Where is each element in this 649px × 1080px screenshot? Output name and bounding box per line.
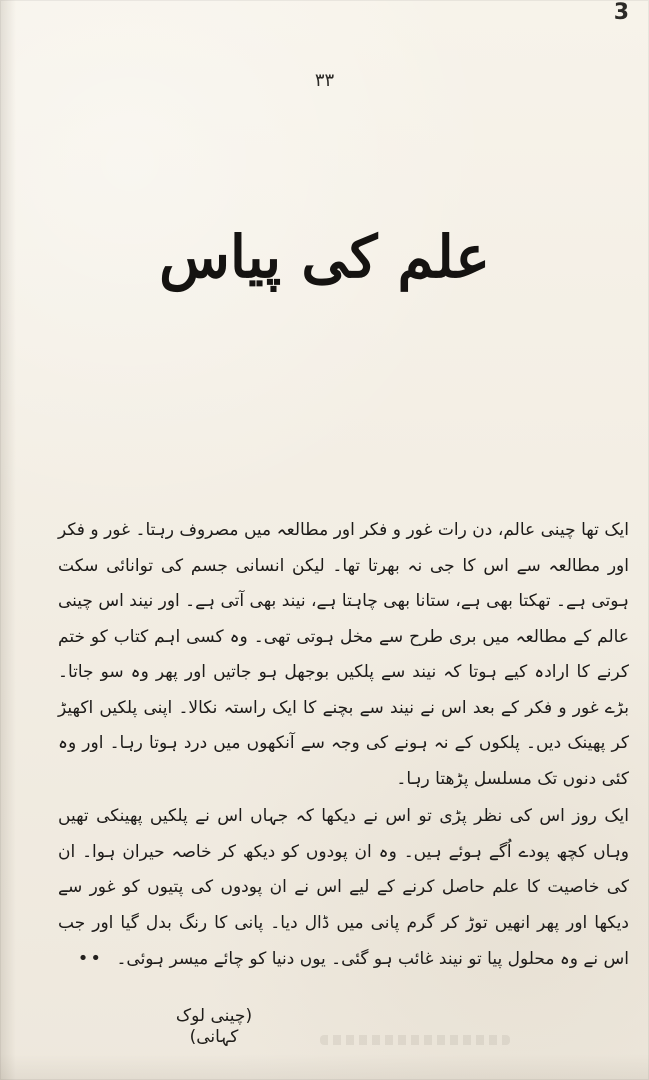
page-number: ۳۳ bbox=[314, 70, 335, 91]
page-title: علم کی پیاس bbox=[159, 223, 490, 291]
paragraph-2 bbox=[58, 799, 629, 978]
paragraph-1 bbox=[58, 513, 629, 797]
paragraph-1-text: ایک تھا چینی عالم، دن رات غور و فکر اور مطالعہ میں مصروف رہتا۔ غور و فکر اور مطالعہ سے اس کا جی نہ بھرتا تھا۔ لیکن انسانی جسم کی توانائی سکت ہوتی ہے۔ تھکتا بھی ہے، ستانا بھی چاہتا ہے، نیند بھی آتی ہے۔ اور نیند اس چینی عالم کے مطالعہ میں بری طرح سے مخل ہوتی تھی۔ وہ کسی اہم کتاب کو ختم کرنے کا ارادہ کیے ہوتا کہ نیند سے پلکیں بوجھل ہو جاتیں اور پھر وہ سو جاتا۔ بڑے غور و فکر کے بعد اس نے نیند سے بچنے کا ایک راستہ نکالا۔ اپنی پلکیں اکھیڑ کر پھینک دیں۔ پلکوں کے نہ ہونے کی وجہ سے آنکھوں میں درد ہوتا رہا۔ اور وہ کئی دنوں تک مسلسل پڑھتا رہا۔ bbox=[58, 520, 629, 789]
page-edge-shadow bbox=[0, 0, 16, 1080]
corner-page-marker: 3 bbox=[613, 0, 629, 25]
article-body bbox=[58, 513, 629, 978]
bleed-through-mark bbox=[320, 1035, 510, 1045]
end-ornament: •• bbox=[77, 948, 104, 969]
paragraph-2-text: ایک روز اس کی نظر پڑی تو اس نے دیکھا کہ جہاں اس نے پلکیں پھینکی تھیں وہاں کچھ پودے اُگے ہوئے ہیں۔ وہ ان پودوں کو دیکھ کر خاصہ حیران ہوا۔ ان کی خاصیت کا علم حاصل کرنے کے لیے اس نے ان پودوں کی پتیوں کو غور سے دیکھا اور پھر انھیں توڑ کر گرم پانی میں ڈال دیا۔ پانی کا رنگ بدل گیا اور جب اس نے وہ محلول پیا تو نیند غائب ہو گئی۔ یوں دنیا کو چائے میسر ہوئی۔ bbox=[58, 806, 629, 969]
page-bottom-shadow bbox=[0, 1054, 649, 1080]
source-note: (چینی لوک کہانی) bbox=[175, 1006, 253, 1047]
